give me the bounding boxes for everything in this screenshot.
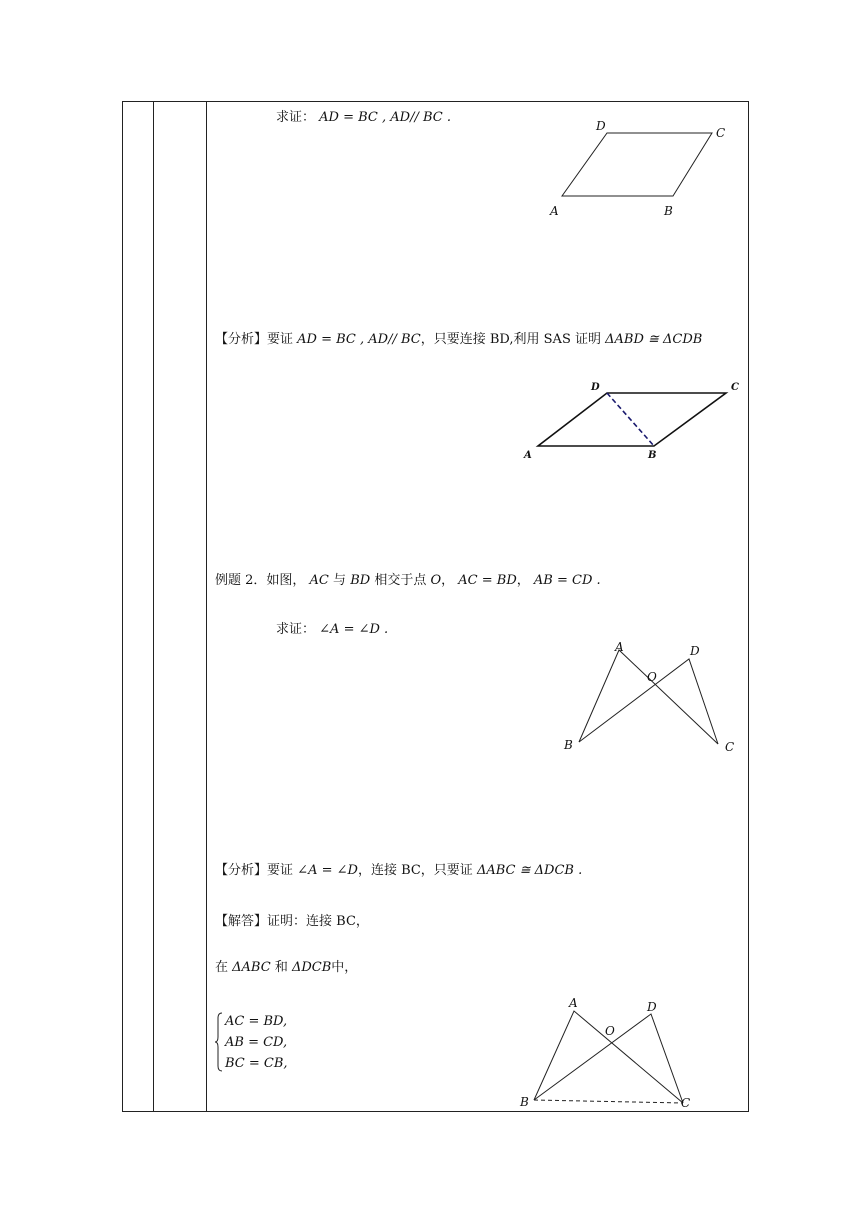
analysis-1 xyxy=(215,331,702,349)
prove-math: ∠A = ∠D . xyxy=(319,622,389,637)
example-text: 相交于点 xyxy=(374,573,427,588)
analysis-2 xyxy=(215,862,582,880)
vertex-label: B xyxy=(520,1095,529,1109)
parallelogram-figure xyxy=(540,112,740,222)
segment-bc-dashed xyxy=(534,1100,683,1103)
prove-label: 求证： xyxy=(276,110,316,125)
vertex-label: C xyxy=(681,1096,691,1110)
prove-statement-2 xyxy=(276,621,388,639)
intro-text: 中， xyxy=(331,960,358,975)
example-math: AB = CD . xyxy=(533,573,601,588)
analysis-math: AD = BC , AD// BC xyxy=(297,332,421,347)
vertex-label: C xyxy=(716,126,726,140)
example-text: 与 xyxy=(333,573,347,588)
table-column-divider xyxy=(153,101,154,1112)
answer-tag: 【解答】 xyxy=(215,914,268,929)
analysis-tag: 【分析】 xyxy=(215,332,268,347)
left-brace-icon xyxy=(214,1012,224,1072)
analysis-math: ΔABC ≅ ΔDCB . xyxy=(476,863,583,878)
example-math: AC = BD xyxy=(458,573,517,588)
vertex-label: C xyxy=(725,740,735,754)
example-math: BD xyxy=(350,573,371,588)
example-math: O xyxy=(430,573,442,588)
prove-label: 求证： xyxy=(276,622,316,637)
example-label: 例题 2．如图， xyxy=(215,573,306,588)
example-text: ， xyxy=(441,573,455,588)
segment-b-a-c xyxy=(579,650,718,744)
intro-math: ΔDCB xyxy=(291,960,332,975)
vertex-label: A xyxy=(550,204,559,218)
analysis-tag: 【分析】 xyxy=(215,863,268,878)
vertex-label: D xyxy=(591,382,600,393)
crossed-triangles-bc-figure xyxy=(510,992,710,1114)
vertex-label: D xyxy=(690,644,700,658)
intro-text: 在 xyxy=(215,960,229,975)
intro-math: ΔABC xyxy=(232,960,271,975)
answer-line xyxy=(215,913,369,931)
example-text: ， xyxy=(516,573,530,588)
table-column-divider xyxy=(206,101,207,1112)
crossed-triangles-figure xyxy=(555,634,745,758)
equation-system xyxy=(225,1011,288,1074)
answer-text: 证明：连接 BC， xyxy=(267,914,369,929)
intro-text: 和 xyxy=(274,960,288,975)
analysis-text: 要证 xyxy=(267,863,294,878)
triangle-intro-line xyxy=(215,959,357,977)
diagonal-bd-dashed xyxy=(607,393,654,446)
analysis-math: ∠A = ∠D xyxy=(297,863,358,878)
equation-row: AC = BD, xyxy=(225,1014,288,1029)
analysis-text: ，连接 BC，只要证 xyxy=(357,863,473,878)
parallelogram-shape xyxy=(538,393,726,446)
equation-row: BC = CB, xyxy=(225,1056,288,1071)
equation-row: AB = CD, xyxy=(225,1035,288,1050)
analysis-text: ，只要连接 BD,利用 SAS 证明 xyxy=(420,332,601,347)
vertex-label: D xyxy=(596,119,606,133)
vertex-label: O xyxy=(647,670,657,684)
vertex-label: C xyxy=(731,382,739,393)
vertex-label: B xyxy=(664,204,673,218)
vertex-label: A xyxy=(569,996,578,1010)
vertex-label: B xyxy=(648,450,657,461)
analysis-math: ΔABD ≅ ΔCDB xyxy=(605,332,703,347)
prove-statement-1 xyxy=(276,109,451,127)
analysis-text: 要证 xyxy=(267,332,294,347)
parallelogram-shape xyxy=(562,133,712,196)
vertex-label: A xyxy=(615,640,624,654)
parallelogram-bd-figure xyxy=(518,376,748,466)
example-2 xyxy=(215,572,601,590)
vertex-label: O xyxy=(605,1024,615,1038)
example-math: AC xyxy=(309,573,329,588)
vertex-label: B xyxy=(564,738,573,752)
vertex-label: D xyxy=(647,1000,657,1014)
prove-math: AD = BC , AD// BC . xyxy=(319,110,451,125)
vertex-label: A xyxy=(524,450,532,461)
